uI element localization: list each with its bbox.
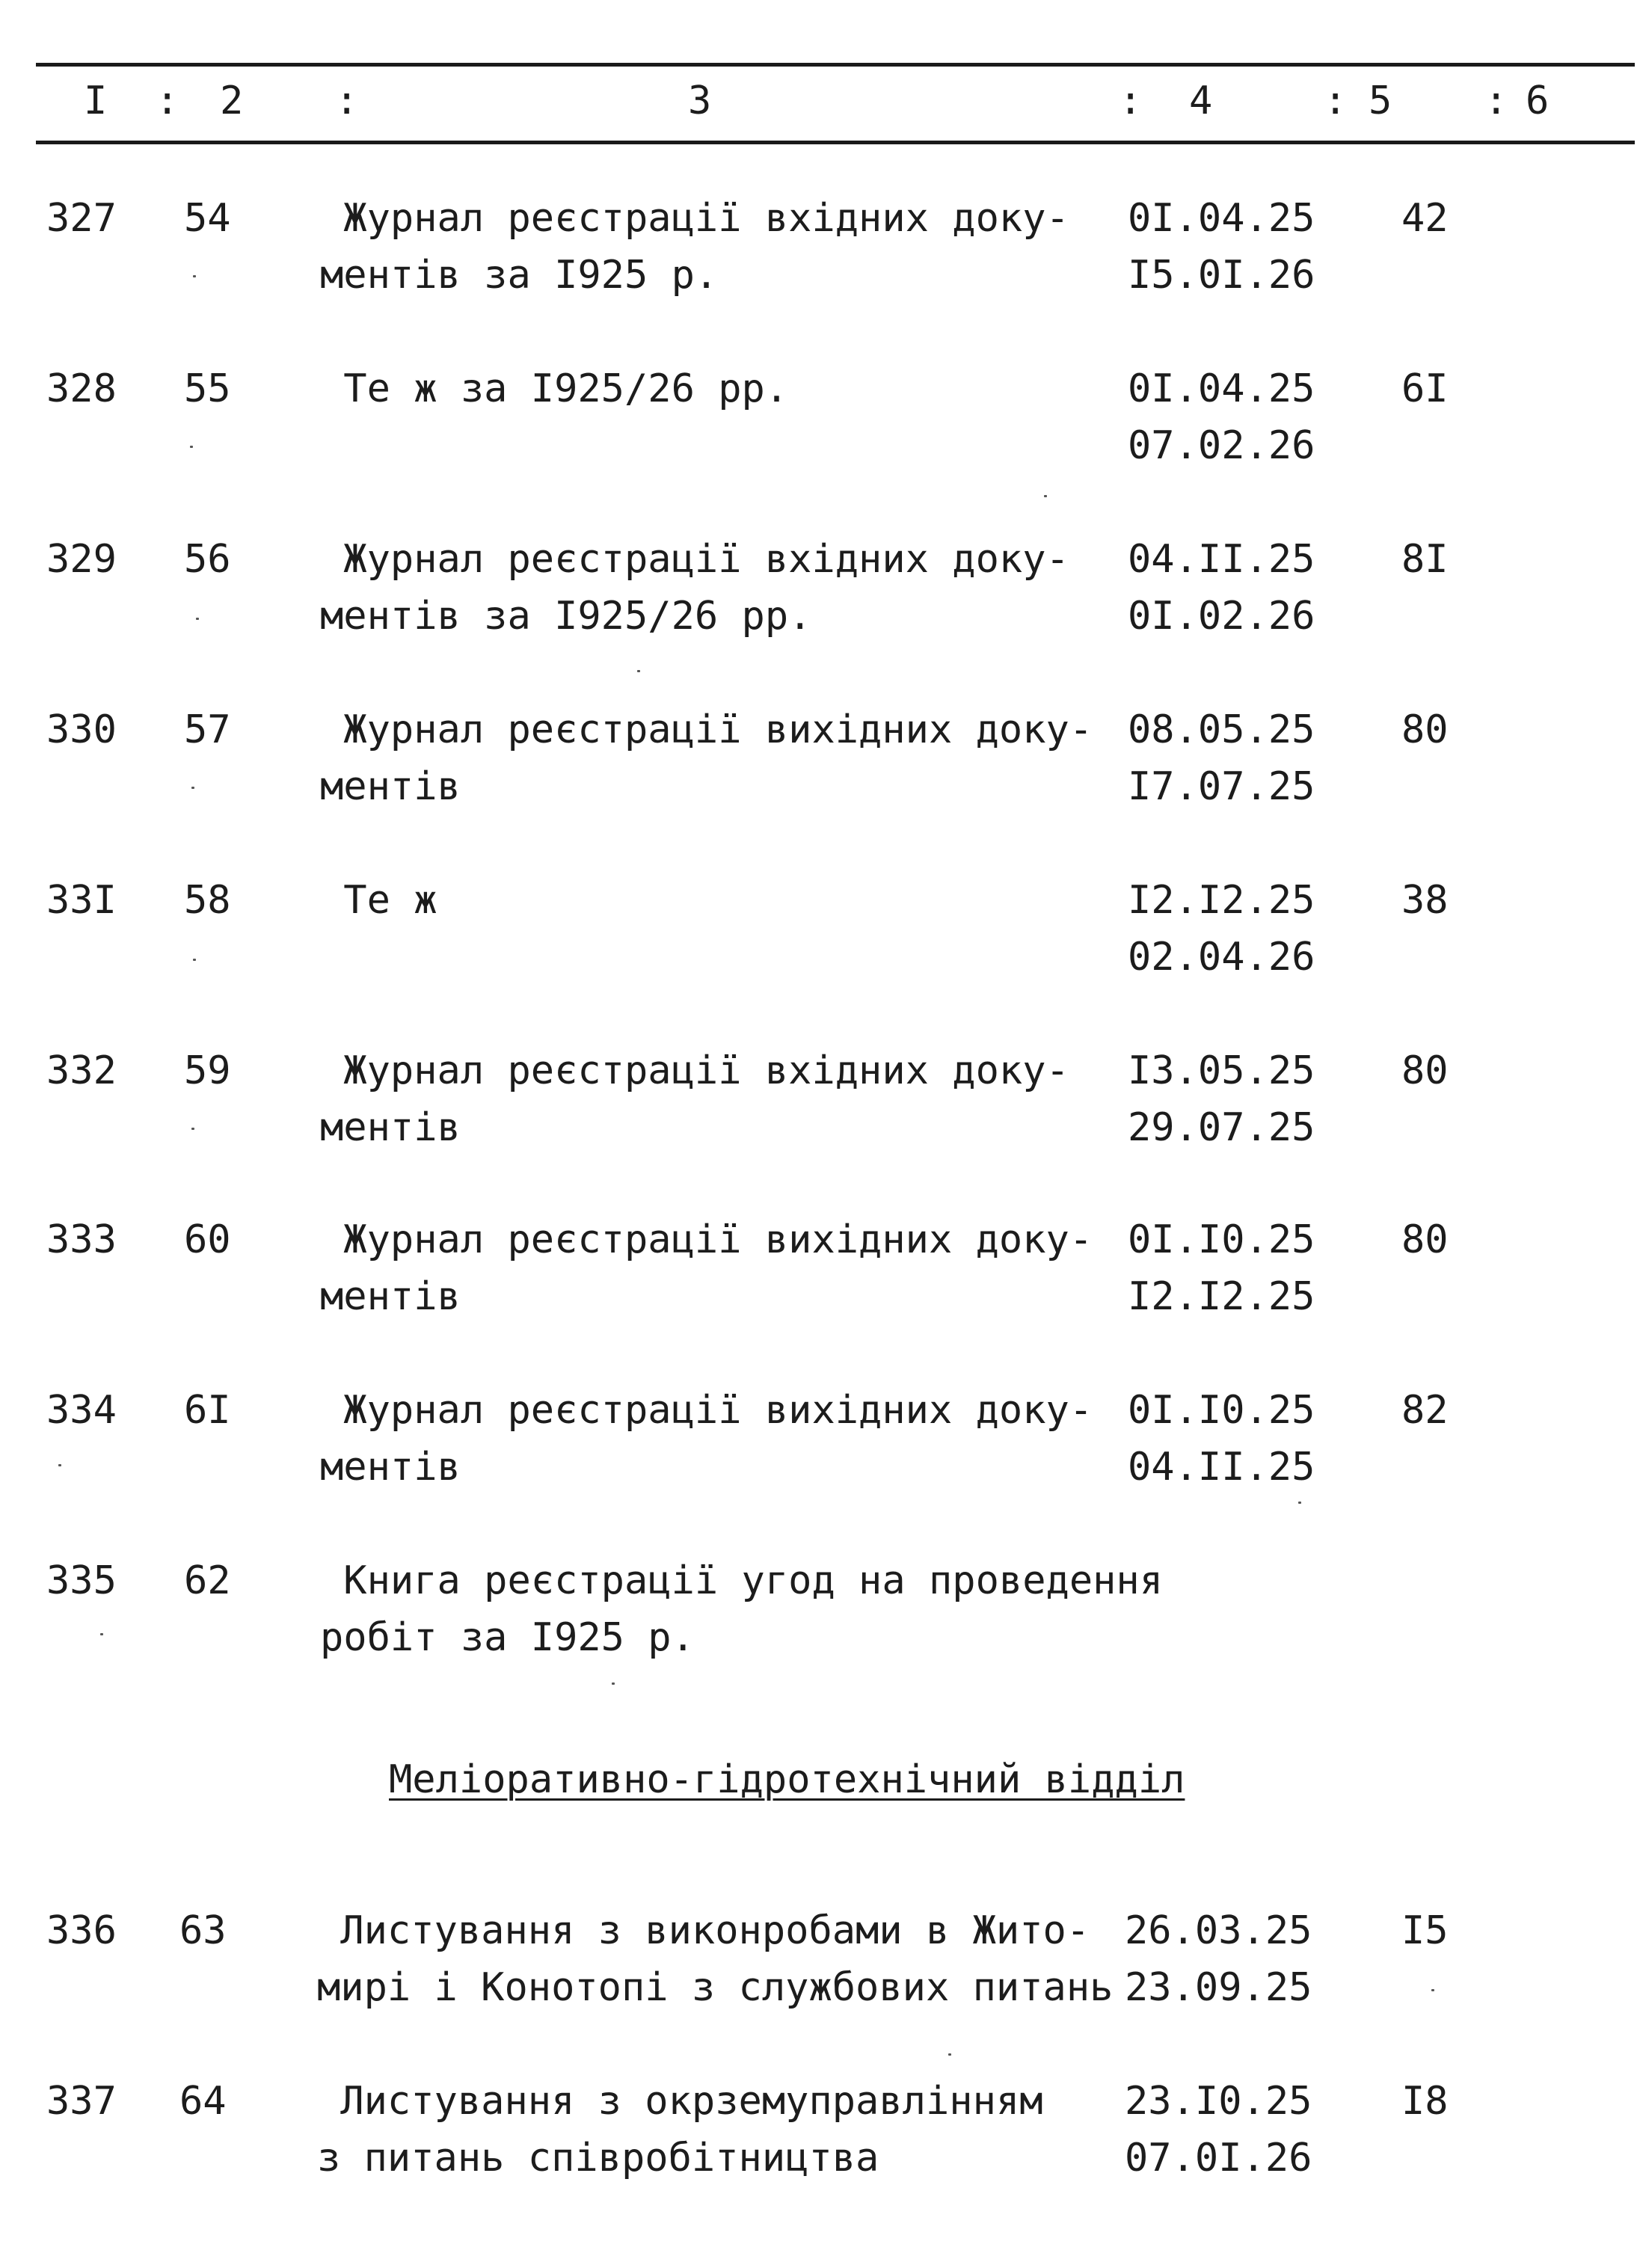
scan-speck — [1431, 1989, 1434, 1991]
row-title-line1: Журнал реєстрації вхідних доку- — [320, 1048, 1069, 1093]
header-sep3: : — [1119, 79, 1143, 123]
scan-speck — [190, 446, 193, 448]
row-date-end: 29.07.25 — [1128, 1105, 1315, 1150]
header-col4: 4 — [1189, 79, 1213, 123]
row-sub-number: 63 — [179, 1908, 227, 1953]
row-title-line1: Журнал реєстрації вихідних доку- — [320, 1388, 1093, 1433]
scan-speck — [100, 1633, 103, 1635]
row-sub-number: 57 — [184, 707, 231, 752]
scan-speck — [637, 670, 640, 672]
header-col1: I — [84, 79, 108, 123]
row-number: 333 — [46, 1217, 117, 1262]
row-title-line2: ментів за I925 р. — [320, 253, 719, 298]
row-page-count: 6I — [1401, 366, 1449, 411]
row-title-line1: Книга реєстрації угод на проведення — [320, 1558, 1164, 1603]
header-top-rule — [36, 63, 1635, 67]
row-number: 33I — [46, 878, 117, 923]
row-sub-number: 60 — [184, 1217, 231, 1262]
scan-speck — [1298, 1502, 1301, 1504]
row-date-end: 04.II.25 — [1128, 1445, 1315, 1490]
row-date-start: 23.I0.25 — [1125, 2079, 1312, 2124]
scan-speck — [193, 959, 196, 961]
header-col5: 5 — [1369, 79, 1392, 123]
header-col2: 2 — [220, 79, 244, 123]
header-sep4: : — [1324, 79, 1348, 123]
row-title-line1: Листування з виконробами в Жито- — [317, 1908, 1090, 1953]
scan-speck — [196, 618, 199, 620]
row-title-line2: ментів — [320, 764, 461, 809]
row-page-count: 8I — [1401, 537, 1449, 582]
row-date-start: 04.II.25 — [1128, 537, 1315, 582]
row-sub-number: 62 — [184, 1558, 231, 1603]
row-date-end: 07.0I.26 — [1125, 2136, 1312, 2181]
row-date-start: 0I.04.25 — [1128, 366, 1315, 411]
row-date-end: I7.07.25 — [1128, 764, 1315, 809]
row-date-end: 23.09.25 — [1125, 1965, 1312, 2010]
scan-speck — [58, 1464, 61, 1466]
row-date-start: 08.05.25 — [1128, 707, 1315, 752]
row-sub-number: 6I — [184, 1388, 231, 1433]
row-title-line1: Те ж — [320, 878, 437, 923]
row-sub-number: 58 — [184, 878, 231, 923]
row-title-line2: робіт за I925 р. — [320, 1615, 695, 1660]
row-date-end: I5.0I.26 — [1128, 253, 1315, 298]
row-page-count: 80 — [1401, 1217, 1449, 1262]
section-title: Меліоративно-гідротехнічний відділ — [389, 1757, 1185, 1802]
row-sub-number: 59 — [184, 1048, 231, 1093]
row-title-line2: ментів — [320, 1274, 461, 1319]
row-number: 327 — [46, 196, 117, 241]
row-date-start: 0I.I0.25 — [1128, 1217, 1315, 1262]
row-number: 329 — [46, 537, 117, 582]
row-sub-number: 54 — [184, 196, 231, 241]
row-page-count: 80 — [1401, 1048, 1449, 1093]
scan-speck — [948, 2053, 951, 2056]
row-date-start: 0I.I0.25 — [1128, 1388, 1315, 1433]
row-title-line2: мирі і Конотопі з службових питань — [317, 1965, 1114, 2010]
header-sep2: : — [335, 79, 359, 123]
row-title-line1: Журнал реєстрації вхідних доку- — [320, 537, 1069, 582]
row-date-end: 0I.02.26 — [1128, 594, 1315, 639]
row-date-start: I3.05.25 — [1128, 1048, 1315, 1093]
row-title-line2: з питань співробітництва — [317, 2136, 879, 2181]
row-number: 334 — [46, 1388, 117, 1433]
row-number: 330 — [46, 707, 117, 752]
row-number: 328 — [46, 366, 117, 411]
row-date-start: 0I.04.25 — [1128, 196, 1315, 241]
header-col6: 6 — [1526, 79, 1550, 123]
row-date-start: I2.I2.25 — [1128, 878, 1315, 923]
scan-speck — [191, 1128, 194, 1130]
row-number: 337 — [46, 2079, 117, 2124]
row-number: 336 — [46, 1908, 117, 1953]
row-title-line1: Журнал реєстрації вихідних доку- — [320, 707, 1093, 752]
row-date-start: 26.03.25 — [1125, 1908, 1312, 1953]
scan-speck — [193, 275, 196, 277]
row-page-count: 42 — [1401, 196, 1449, 241]
scan-speck — [191, 787, 194, 789]
row-title-line1: Журнал реєстрації вихідних доку- — [320, 1217, 1093, 1262]
row-sub-number: 55 — [184, 366, 231, 411]
row-title-line2: ментів за I925/26 рр. — [320, 594, 812, 639]
scan-speck — [612, 1682, 615, 1685]
row-page-count: I5 — [1401, 1908, 1449, 1953]
row-page-count: 82 — [1401, 1388, 1449, 1433]
row-title-line2: ментів — [320, 1445, 461, 1490]
scan-speck — [1044, 495, 1047, 497]
row-number: 332 — [46, 1048, 117, 1093]
row-date-end: I2.I2.25 — [1128, 1274, 1315, 1319]
row-title-line1: Листування з окрземуправлінням — [317, 2079, 1043, 2124]
row-page-count: 38 — [1401, 878, 1449, 923]
row-title-line1: Журнал реєстрації вхідних доку- — [320, 196, 1069, 241]
row-number: 335 — [46, 1558, 117, 1603]
row-title-line1: Те ж за I925/26 рр. — [320, 366, 789, 411]
row-sub-number: 64 — [179, 2079, 227, 2124]
row-date-end: 07.02.26 — [1128, 423, 1315, 468]
row-page-count: I8 — [1401, 2079, 1449, 2124]
row-date-end: 02.04.26 — [1128, 935, 1315, 980]
header-bottom-rule — [36, 141, 1635, 144]
header-sep5: : — [1484, 79, 1508, 123]
row-title-line2: ментів — [320, 1105, 461, 1150]
header-sep1: : — [156, 79, 179, 123]
header-col3: 3 — [688, 79, 712, 123]
row-sub-number: 56 — [184, 537, 231, 582]
row-page-count: 80 — [1401, 707, 1449, 752]
